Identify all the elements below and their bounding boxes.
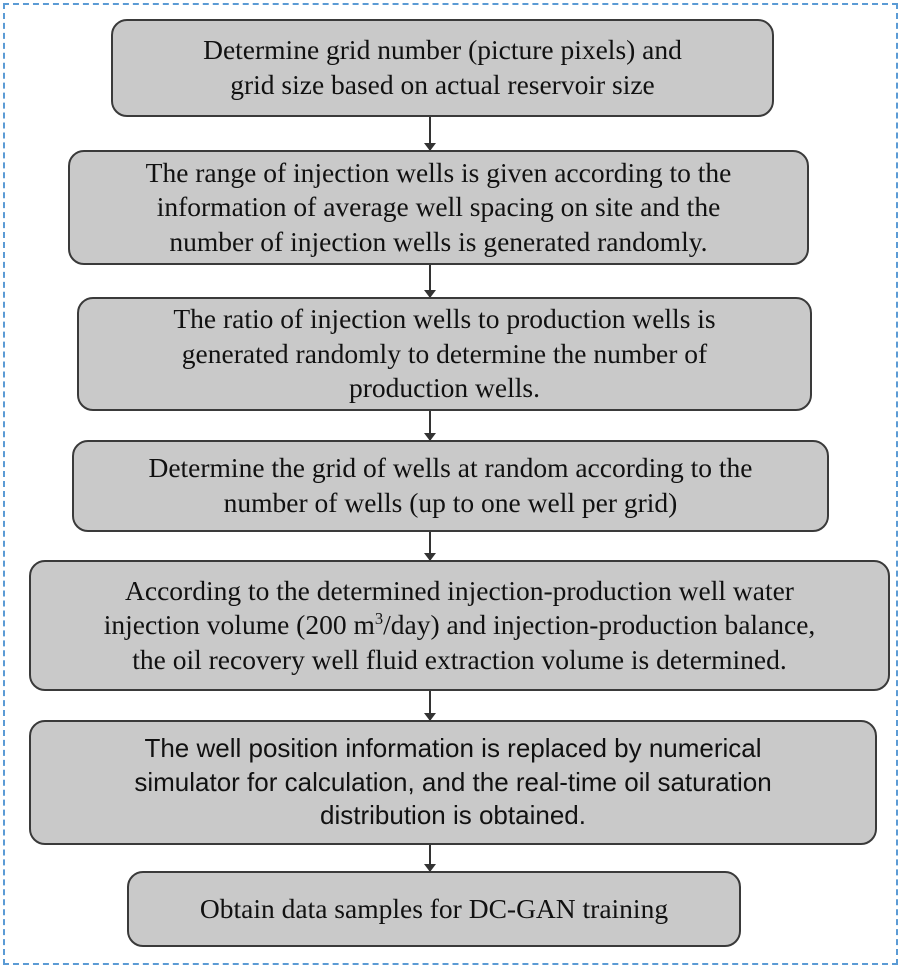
- arrow-6-7: [429, 845, 431, 871]
- step-numerical-simulator: The well position information is replaced by numerical simulator for calculation, and the real-time oil saturation distribution is obtained.: [29, 720, 877, 845]
- arrow-1-2: [429, 117, 431, 150]
- step-determine-grid: Determine grid number (picture pixels) and grid size based on actual reservoir size: [111, 19, 774, 117]
- step-injection-well-range: The range of injection wells is given according to the information of average well spacing on site and the number of injection wells is generated randomly.: [68, 150, 809, 265]
- arrow-3-4: [429, 411, 431, 440]
- arrow-5-6: [429, 691, 431, 720]
- step-obtain-data-samples: Obtain data samples for DC-GAN training: [127, 871, 741, 947]
- step-extraction-volume: [29, 560, 890, 691]
- arrow-2-3: [429, 265, 431, 297]
- step-well-ratio: The ratio of injection wells to production wells is generated randomly to determine the number of production wells.: [77, 297, 812, 411]
- arrow-4-5: [429, 532, 431, 560]
- step-well-grid: Determine the grid of wells at random according to the number of wells (up to one well per grid): [72, 440, 829, 532]
- step-extraction-volume-text: According to the determined injection-production well water injection volume (200 $m^3/day$) and injection-production balance, the oil recovery well fluid extraction volume is determined.: [103, 574, 816, 675]
- superscript-cubed: 3: [374, 609, 384, 629]
